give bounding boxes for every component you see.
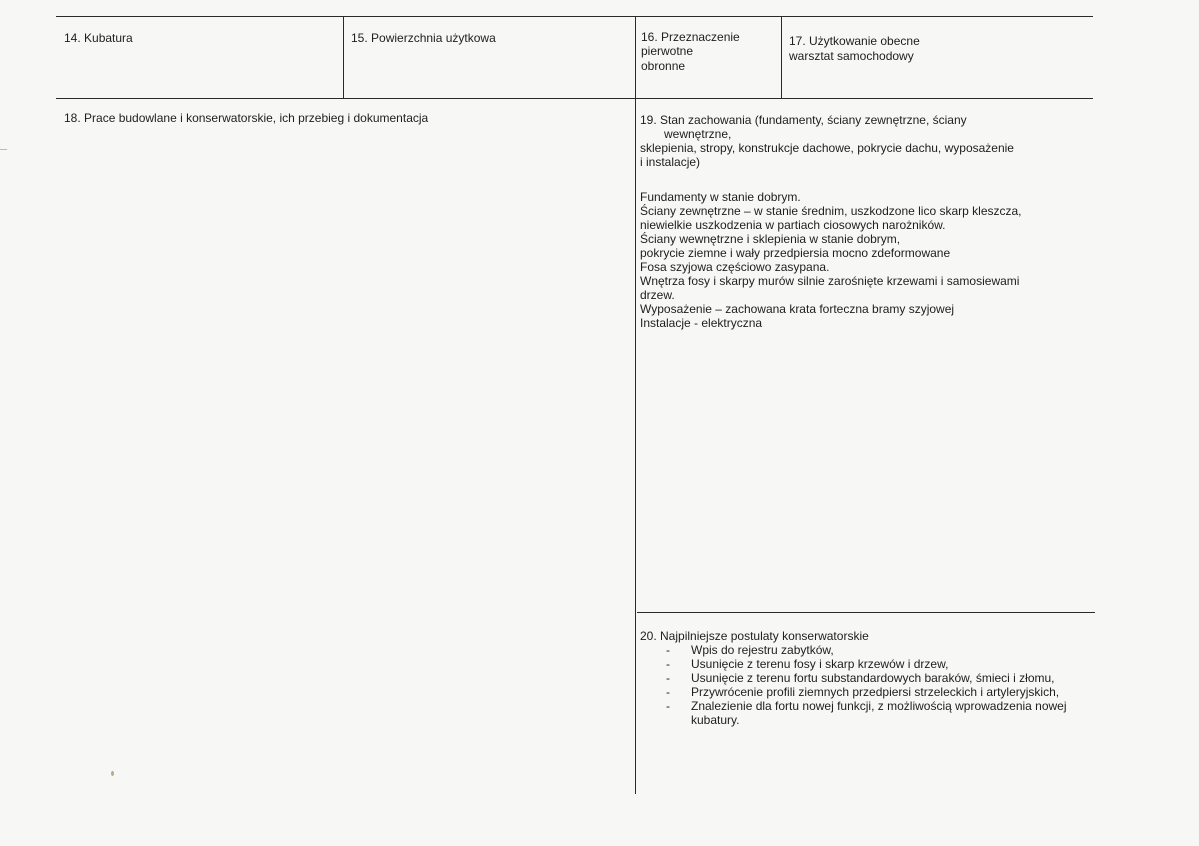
field-17-value: warsztat samochodowy: [789, 49, 914, 63]
field-16-value-line-1: pierwotne: [641, 44, 694, 58]
list-item: [640, 699, 1091, 727]
field-18-label: 18. Prace budowlane i konserwatorskie, ich przebieg i dokumentacja: [64, 111, 429, 125]
field-19-text-line: drzew.: [640, 288, 675, 302]
field-20-label: 20. Najpilniejsze postulaty konserwatorskie: [640, 629, 869, 643]
scan-margin-mark: [0, 149, 7, 150]
field-19-text-line: Ściany zewnętrzne – w stanie średnim, uszkodzone lico skarp kleszcza,: [640, 204, 1022, 218]
column-divider-main: [635, 16, 636, 794]
list-item: [640, 657, 1091, 671]
field-19-label-line-2: wewnętrzne,: [664, 127, 732, 141]
list-item: [640, 643, 1091, 657]
list-item-text: Wpis do rejestru zabytków,: [691, 643, 834, 657]
field-19-text-line: niewielkie uszkodzenia w partiach ciosowych narożników.: [640, 218, 946, 232]
field-19-text-line: pokrycie ziemne i wały przedpiersia mocno zdeformowane: [640, 246, 951, 260]
field-19-text-line: Instalacje - elektryczna: [640, 316, 763, 330]
list-item: [640, 685, 1091, 699]
list-item: [640, 671, 1091, 685]
dash-bullet: -: [666, 657, 670, 671]
field-19-text-line: Ściany wewnętrzne i sklepienia w stanie dobrym,: [640, 232, 901, 246]
dash-bullet: -: [666, 643, 670, 657]
dash-bullet: -: [666, 671, 670, 685]
scan-speck: [111, 771, 114, 776]
dash-bullet: -: [666, 685, 670, 699]
field-20-list: [640, 643, 1100, 727]
field-19-section: [640, 113, 1100, 330]
field-17-label: 17. Użytkowanie obecne: [789, 34, 920, 48]
field-20-section: [640, 629, 1100, 727]
field-16-value-line-2: obronne: [641, 59, 686, 73]
column-divider-14-15: [343, 16, 344, 98]
field-15-label: 15. Powierzchnia użytkowa: [351, 31, 496, 45]
list-item-text: Przywrócenie profili ziemnych przedpiersi strzeleckich i artyleryjskich,: [691, 685, 1060, 699]
field-19-text-line: Wnętrza fosy i skarpy murów silnie zarośnięte krzewami i samosiewami: [640, 274, 1020, 288]
field-19-20-divider-rule: [637, 612, 1095, 613]
field-19-label-line-4: i instalacje): [640, 155, 701, 169]
column-divider-16-17: [781, 16, 782, 98]
dash-bullet: -: [666, 699, 670, 713]
list-item-text: Usunięcie z terenu fosy i skarp krzewów i drzew,: [691, 657, 949, 671]
field-19-label-line-3: sklepienia, stropy, konstrukcje dachowe, pokrycie dachu, wyposażenie: [640, 141, 1014, 155]
field-16-label: 16. Przeznaczenie: [641, 30, 740, 44]
row-divider-rule: [56, 98, 1093, 99]
list-item-text: Znalezienie dla fortu nowej funkcji, z możliwością wprowadzenia nowej kubatury.: [691, 699, 1067, 727]
field-19-text-line: Wyposażenie – zachowana krata forteczna bramy szyjowej: [640, 302, 955, 316]
field-19-label-line-1: 19. Stan zachowania (fundamenty, ściany zewnętrzne, ściany: [640, 113, 967, 127]
table-top-rule: [56, 16, 1093, 17]
list-item-text: Usunięcie z terenu fortu substandardowych baraków, śmieci i złomu,: [691, 671, 1055, 685]
field-19-text-line: Fosa szyjowa częściowo zasypana.: [640, 260, 830, 274]
field-19-text-line: Fundamenty w stanie dobrym.: [640, 190, 801, 204]
field-14-label: 14. Kubatura: [64, 31, 133, 45]
